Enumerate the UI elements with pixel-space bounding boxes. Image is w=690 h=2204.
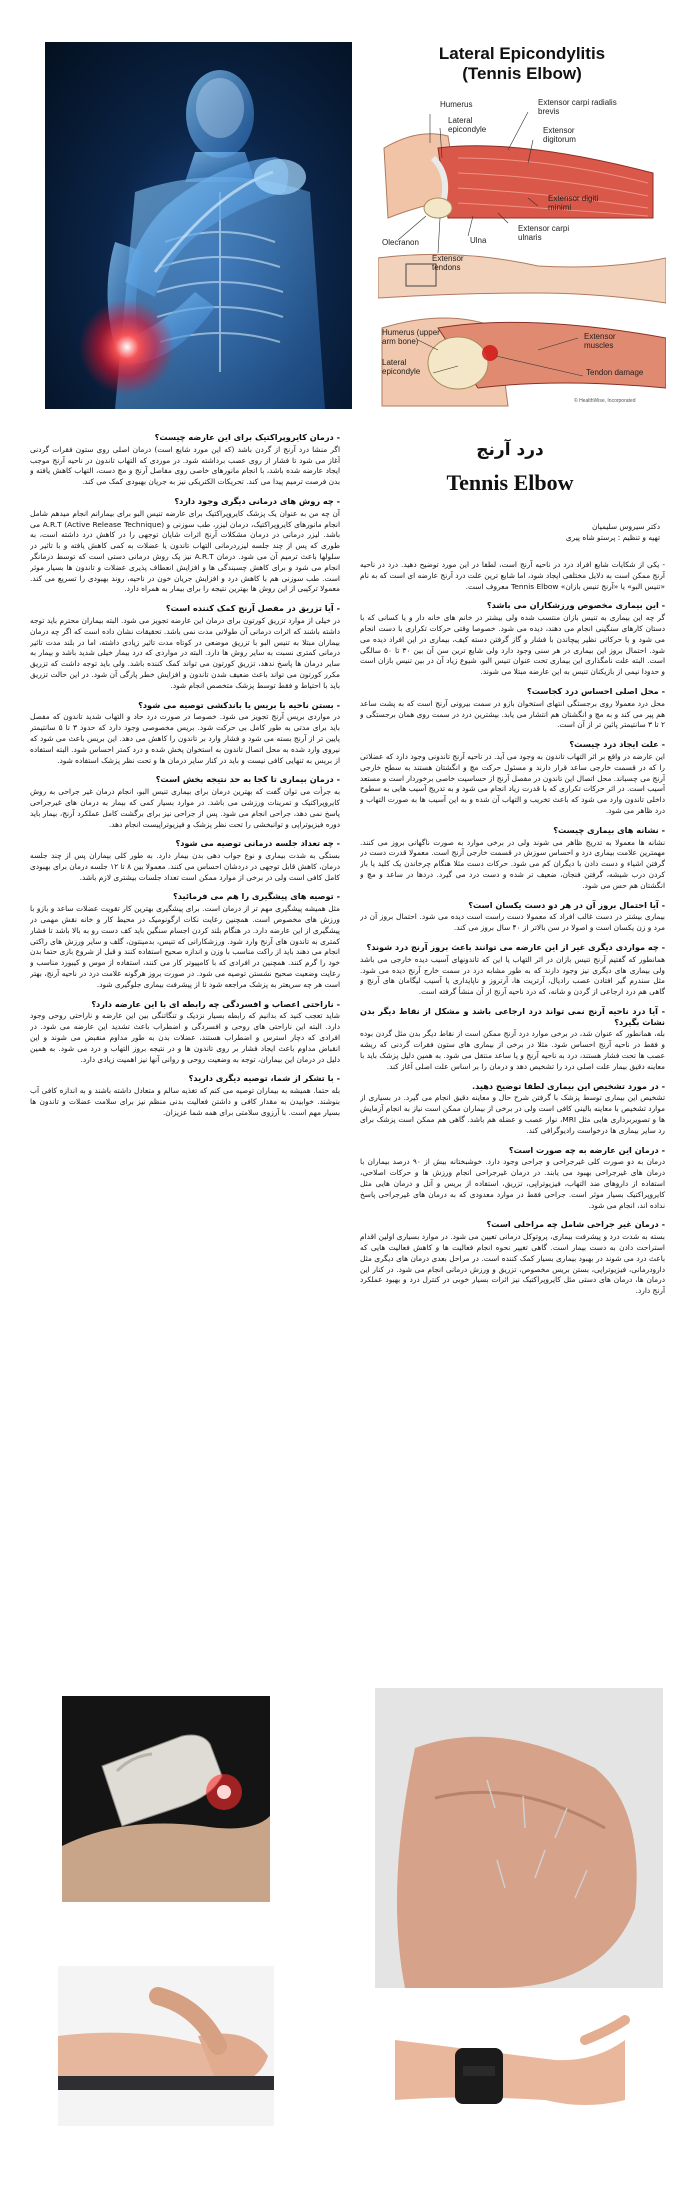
section-heading: - ناراحتی اعصاب و افسردگی چه رابطه ای با این عارضه دارد؟ [91, 998, 340, 1009]
section-heading: - این بیماری مخصوص ورزشکاران می باشد؟ [486, 600, 665, 611]
section-heading: - محل اصلی احساس درد کجاست؟ [526, 685, 665, 696]
section-paragraph: نشانه ها معمولا به تدریج ظاهر می شوند ولی در برخی موارد به صورت ناگهانی بروز می کنند. مهمترین علامت بیماری درد و احساس سوزش در قسمت خارجی آرنج است. معمولا قدرت دست در گرفتن اشیاء و دست دادن با دیگران کم می شود. حرکات دست مثلا هنگام چرخاندن یک کلید یا باز کردن درب شیشه، گرفتن فنجان، ضعیف تر شده و دست درد می گیرد. دردها در ساعد و مچ و انگشتان هم حس می شود. [360, 837, 665, 890]
laser-device-image [62, 1696, 270, 1902]
section-paragraph: آن چه من به عنوان یک پزشک کایروپراکتیک برای عارضه تنیس البو برای بیمارانم انجام میدهم شامل انجام مانورهای کایروپراکتیک، درمان لیزر، طب سوزنی و A.R.T (Active Release Technique) می باشد. لیزر درمانی در درمان مشکلات آرنج اثرات شایان توجهی را در کاهش درد داشته است، به طوری که پس از چند جلسه لیزردرمانی التهاب تاندون یا عضلات به کمی کاهش یافته و با تاثیر در سلولها باعث ترمیم آن می شود. درمان A.R.T نیز یک روش درمانی دستی است که توسط درمانگر انجام می شود و برای کاهش چسبندگی ها و افزایش انعطاف پذیری عضلات و تاندون ها بسیار موثر است. طب سوزنی هم با کاهش درد و افزایش جریان خون در ناحیه، روند بهبودی را تسریع می کند. معمولا ترکیبی از این روش ها بهترین نتیجه را برای بیمار به همراه دارد. [30, 508, 340, 594]
photo-elbow-brace [385, 2000, 635, 2140]
section-paragraph: بستگی به شدت بیماری و نوع جواب دهی بدن بیمار دارد. به طور کلی بیماران پس از چند جلسه درمان، کاهش قابل توجهی در دردشان احساس می کنند. معمولا بین ۸ تا ۱۲ جلسه درمان برای بهبودی کامل کافی است ولی در برخی از موارد ممکن است تعداد جلسات بیشتری لازم باشد. [30, 851, 340, 882]
section-paragraph: گر چه این بیماری به تنیس بازان منتسب شده ولی بیشتر در خانم های خانه دار و یا کسانی که با دستان کارهای سنگینی انجام می دهند، دیده می شود. خصوصا وقتی حرکات تکراری با دست انجام می شود و یا حرکاتی نظیر پیچاندن با فشار و گاز گرفتن دسته کیف، بیماری در این افراد دیده می شود. احتمال بروز این بیماری در هر سنی وجود دارد ولی شایع ترین سن آن بین ۳۰ تا ۵۰ سالگی است. البته علت نامگذاری این بیماری تحت عنوان تنیس البو، شیوع زیاد آن در بین تنیس بازان است و حدودا نیمی از بازیکنان تنیس به این عارضه مبتلا می شوند. [360, 613, 665, 677]
section-heading: - آیا درد ناحیه آرنج نمی تواند درد ارجاعی باشد و مشکل از نقاط دیگر بدن نشات بگیرد؟ [360, 1005, 665, 1027]
brace-image [385, 2000, 635, 2140]
article-left-column [30, 432, 340, 1628]
section-heading: - علت ایجاد درد چیست؟ [569, 739, 665, 750]
section-heading: - توصیه های پیشگیری را هم می فرمائید؟ [173, 891, 340, 902]
section-heading: - درمان این عارضه به چه صورت است؟ [508, 1144, 665, 1155]
section-paragraph: بله، همانطور که عنوان شد، در برخی موارد درد آرنج ممکن است از نقاط دیگر بدن مثل گردن بوده و فقط در ناحیه آرنج احساس شود. مثلا در برخی از بیماری های ستون فقرات گردنی که ریشه عصب ها تحت فشار هستند، درد به ناحیه آرنج و یا ساعد منتقل می شود. به همین دلیل پزشک باید با معاینه دقیق بیمار علت اصلی درد را تشخیص دهد و درمان را بر اساس علت اصلی آغاز کند. [360, 1029, 665, 1071]
section-paragraph: - یکی از شکایات شایع افراد درد در ناحیه آرنج است، لطفا در این مورد توضیح دهید. درد در ناحیه آرنج ممکن است به دلایل مختلفی ایجاد شود، اما شایع ترین علت درد آرنج عارضه ای است که به نام «تنیس البو» یا «آرنج تنیس بازان» Tennis Elbow معروف است. [360, 560, 665, 591]
section-paragraph: همانطور که گفتیم آرنج تنیس بازان در اثر التهاب یا این که تاندونهای آسیب دیده خارجی می باشد ولی بیماری های دیگری نیز وجود دارند که به طور مشابه درد در سمت خارج آرنج دیده می شود. مثل سندرم گیر افتادن عصب رادیال، آرتریت ها، آرتروز و ناپایداری یا آسیب لیگامان های آرنج و گاهی هم درد ارجاعی از گردن و شانه، که درد ناحیه آرنج از آن منشأ گرفته است. [360, 954, 665, 997]
section-heading: - چه مواردی دیگری غیر از این عارضه می توانند باعث بروز آرنج درد شوند؟ [366, 941, 665, 952]
section-heading: - در مورد تشخیص این بیماری لطفا توضیح دهید. [472, 1080, 665, 1091]
label-extensor-muscles: Extensor muscles [584, 332, 616, 350]
label-humerus: Humerus [440, 100, 473, 109]
wrist-stretch-image [58, 1966, 274, 2126]
label-ecu: Extensor carpi ulnaris [518, 224, 570, 242]
pain-glow-icon [79, 299, 175, 395]
article-title-fa: درد آرنج [476, 440, 544, 460]
section-heading: - درمان غیر جراحی شامل چه مراحلی است؟ [486, 1219, 665, 1230]
editor: تهیه و تنظیم : پرستو شاه پیری [565, 532, 660, 542]
diagram-title-line2: (Tennis Elbow) [462, 64, 582, 83]
photo-acupuncture [375, 1688, 663, 1988]
author: دکتر سیروس سلیمیان [592, 522, 660, 531]
label-lateral-epicondyle: Lateral epicondyle [448, 116, 487, 134]
section-heading: - نشانه های بیماری چیست؟ [553, 824, 665, 835]
elbow-pain-illustration [45, 42, 352, 409]
label-extensor-tendons: Extensor tendons [432, 254, 464, 272]
label-edm: Extensor digiti minimi [548, 194, 599, 212]
label-ulna: Ulna [470, 236, 487, 245]
section-paragraph: بله حتما. همیشه به بیماران توصیه می کنم که تغذیه سالم و متعادل داشته باشند و به اندازه کافی آب بنوشند. خوابیدن به مقدار کافی و داشتن فعالیت بدنی منظم نیز برای سلامت عضلات و تاندون ها بسیار مهم است. با آرزوی سلامتی برای همه شما عزیزان. [30, 1086, 340, 1117]
diagram-title-line1: Lateral Epicondylitis [438, 44, 606, 63]
section-paragraph: اگر منشا درد آرنج از گردن باشد (که این مورد شایع است) درمان اصلی روی ستون فقرات گردنی آغاز می شود تا فشار از روی عصب برداشته شود. در موردی که التهاب تاندون در ناحیه آرنج موجب ایجاد عارضه شده باشد، با انجام مانورهای خاصی روی مفاصل آرنج و مچ دست، التهاب کاهش یافته و بدن فرصت ترمیم پیدا می کند. تحریکات الکتریکی نیز به جریان بهبودی کمک می کند. [30, 444, 340, 487]
section-paragraph: محل درد معمولا روی برجستگی انتهای استخوان بازو در سمت بیرونی آرنج است که به پشت ساعد هم پیر می کند و به مچ و انگشتان هم انتشار می یابد. بیشترین درد در سمت روی همان برجستگی و ۲ تا ۳ سانتیمتر پائین تر از آن است. [360, 698, 665, 730]
section-heading: - بستن ناحیه با بریس یا باندکشی توصیه می شود؟ [138, 699, 340, 710]
section-heading: - چه روش های درمانی دیگری وجود دارد؟ [174, 495, 340, 506]
section-paragraph: در مواردی بریس آرنج تجویز می شود. خصوصا در صورت درد حاد و التهاب شدید تاندون که مفصل باید برای مدتی به طور کامل بی حرکت شود. بریس مخصوصی وجود دارد که حدود ۳ تا ۵ سانتیمتر پایین تر از آرنج بسته می شود و فشار وارد بر تاندون را کاهش می دهد. این بریس باعث می شود که نیروی وارد شده به محل اتصال تاندون به استخوان پخش شده و درد کمتر احساس شود. البته استفاده از بریس به تنهایی کافی نیست و باید در کنار سایر درمان ها و تحت نظر پزشک استفاده شود. [30, 712, 340, 765]
article-title-en: Tennis Elbow [446, 470, 574, 495]
article-right-column [360, 560, 665, 1620]
diagram-title [378, 44, 666, 84]
article-credits [360, 522, 660, 544]
label-olecranon: Olecranon [382, 238, 419, 247]
section-heading: - چه تعداد جلسه درمانی توصیه می شود؟ [175, 838, 340, 849]
section-paragraph: به جرأت می توان گفت که بهترین درمان برای بیماری تنیس البو، انجام درمان غیر جراحی به روش کایروپراکتیک و تمرینات ورزشی می باشد. در موارد بسیار کمی که بیمار به درمان های غیرجراحی پاسخ نمی دهد، جراحی انجام می شود. پس از جراحی نیز برای برگشت کامل عملکرد آرنج، بیمار باید دوره فیزیوتراپی و توانبخشی را تحت نظر پزشک و فیزیوتراپیست انجام دهد. [30, 787, 340, 829]
anatomy-diagram [378, 42, 666, 409]
label-humerus-upper: Humerus (upper arm bone) [382, 328, 440, 346]
photo-laser-therapy [62, 1696, 270, 1902]
label-ecrb: Extensor carpi radialis brevis [538, 98, 617, 116]
section-heading: - با تشکر از شما، توصیه دیگری دارید؟ [188, 1073, 340, 1084]
photo-wrist-stretch [58, 1966, 274, 2126]
section-paragraph: درمان به دو صورت کلی غیرجراحی و جراحی وجود دارد. خوشبختانه بیش از ۹۰ درصد بیماران با درمان های غیرجراحی بهبود می یابند. در درمان غیرجراحی انجام ورزش ها و حرکات اصلاحی، استفاده از داروهای ضد التهاب، فیزیوتراپی، تزریق، استفاده از بریس و آتل و درمان هایی مثل کایروپراکتیک بسیار موثر است. جراحی فقط در موارد معدودی که به درمان های غیرجراحی پاسخ نداده اند، انجام می شود. [360, 1157, 665, 1210]
acupuncture-image [375, 1688, 663, 1988]
article-header [360, 440, 660, 544]
section-heading: - درمان بیماری تا کجا به حد نتیجه بخش است؟ [155, 774, 340, 785]
section-heading: - درمان کایروپراکتیک برای این عارضه چیست؟ [154, 432, 340, 442]
xray-figure [45, 42, 352, 409]
section-paragraph: در خیلی از موارد تزریق کورتون برای درمان این عارضه تجویز می شود. البته بیماران محترم باید توجه داشته باشند که اثرات درمانی آن طولانی مدت نمی باشد. تحقیقات نشان داده است که اگر چه درمان بیماران مبتلا به تنیس البو با تزریق موضعی در کوتاه مدت تاثیر زیادی داشته، اما در بلند مدت تاثیر درمانی کمتری نسبت به سایر روش ها دارد. البته در مواردی که درد بیمار خیلی شدید باشد و بیمار به سایر درمان ها پاسخ ندهد، تزریق کورتون می تواند کمک کننده باشد. ولی باید توجه داشت که تزریق مکرر کورتون می تواند باعث ضعیف شدن تاندون و افزایش خطر پارگی آن شود. در این حالت تزریق باید با احتیاط و فقط توسط پزشک متخصص انجام شود. [30, 615, 340, 690]
label-ed: Extensor digitorum [543, 126, 576, 144]
section-heading: - آیا تزریق در مفصل آرنج کمک کننده است؟ [165, 603, 340, 614]
label-tendon-damage: Tendon damage [586, 368, 644, 377]
section-paragraph: تشخیص این بیماری توسط پزشک با گرفتن شرح حال و معاینه دقیق انجام می گیرد. در بسیاری از موارد تشخیص با معاینه بالینی کافی است ولی در برخی از بیماران ممکن است نیاز به انجام آزمایش ها و تصویربرداری هایی مثل MRI، نوار عصب و عضله هم باشد. گاهی هم ممکن است پزشک برای رد سایر بیماری ها درخواست رادیوگرافی کند. [360, 1093, 665, 1135]
section-paragraph: مثل همیشه پیشگیری مهم تر از درمان است. برای پیشگیری بهترین کار تقویت عضلات ساعد و بازو با ورزش های مخصوص است. همچنین رعایت نکات ارگونومیک در محیط کار و خانه نقش مهمی در پیشگیری از این عارضه دارد. در هنگام بلند کردن اجسام سنگین باید کف دست رو به بالا باشد تا فشار کمتری به تاندون های آرنج وارد شود. ورزشکارانی که تنیس، بدمینتون، گلف و سایر ورزش های راکتی انجام می دهند باید از راکت مناسب با وزن و اندازه صحیح استفاده کنند و قبل از شروع بازی حتما بدن خود را گرم کنند. همچنین در افرادی که با کامپیوتر کار می کنند، استفاده از موس و کیبورد مناسب و رعایت وضعیت صحیح نشستن توصیه می شود. در صورت بروز هرگونه علامت درد در ناحیه آرنج، بهتر است هر چه سریعتر به پزشک مراجعه شود تا از پیشرفت بیماری جلوگیری شود. [30, 904, 340, 989]
section-paragraph: بسته به شدت درد و پیشرفت بیماری، پروتوکل درمانی تعیین می شود. در موارد بسیاری اولین اقدام استراحت دادن به دست بیمار است. گاهی تغییر نحوه انجام فعالیت ها و کاهش فعالیت هایی که باعث درد می شوند در بهبود بیماری بسیار کمک کننده است. در مراحل بعدی درمان های دیگری مثل دارودرمانی، فیزیوتراپی، بستن بریس مخصوص، تزریق و ورزش درمانی انجام می شود. در کنار این درمان ها، درمان های دستی مثل کایروپراکتیک نیز اثرات بسیار خوبی در کنترل درد و بهبود عملکرد آرنج دارد. [360, 1232, 665, 1296]
section-paragraph: بیماری بیشتر در دست غالب افراد که معمولا دست راست است دیده می شود. احتمال بروز آن در مرد و زن یکسان است و اصولا در سن بالاتر از ۴۰ سال بروز می کند. [360, 912, 665, 933]
section-paragraph: این عارضه در واقع بر اثر التهاب تاندون به وجود می آید. در ناحیه آرنج تاندونی وجود دارد که عضلاتی را که در قسمت خارجی ساعد قرار دارند و مسئول حرکت مچ و انگشتان هستند به سطح خارجی آرنج می چسباند. محل اتصال این تاندون در مفصل آرنج از حساسیت خاصی برخوردار است و مستعد آسیب است. در اثر حرکات تکراری که با قدرت زیاد انجام می شود و به تدریج آسیب هایی به سطوح داخلی تاندون وارد می شود که باعث تخریب و التهاب آن شده و به این آسیب ها به صورت التهاب و درد ظاهر می شود. [360, 751, 665, 815]
label-lateral-epicondyle-2: Lateral epicondyle [382, 358, 421, 376]
diagram-copyright: © HealthWise, Incorporated [574, 398, 636, 404]
section-heading: - آیا احتمال بروز آن در هر دو دست یکسان است؟ [468, 899, 665, 910]
section-paragraph: شاید تعجب کنید که بدانیم که رابطه بسیار نزدیک و تنگاتنگی بین این عارضه و ناراحتی روحی وجود دارد. البته این ناراحتی های روحی و افسردگی و اضطراب باعث تشدید این عارضه می شود. در افرادی که دچار استرس و اضطراب هستند، عضلات بدن به طور مداوم منقبض می شوند و این انقباض مداوم باعث ایجاد فشار بر روی تاندون ها و در نتیجه بروز التهاب و درد می شود. به همین دلیل در درمان این بیماران، توجه به وضعیت روحی و روانی آنها نیز اهمیت زیادی دارد. [30, 1011, 340, 1064]
